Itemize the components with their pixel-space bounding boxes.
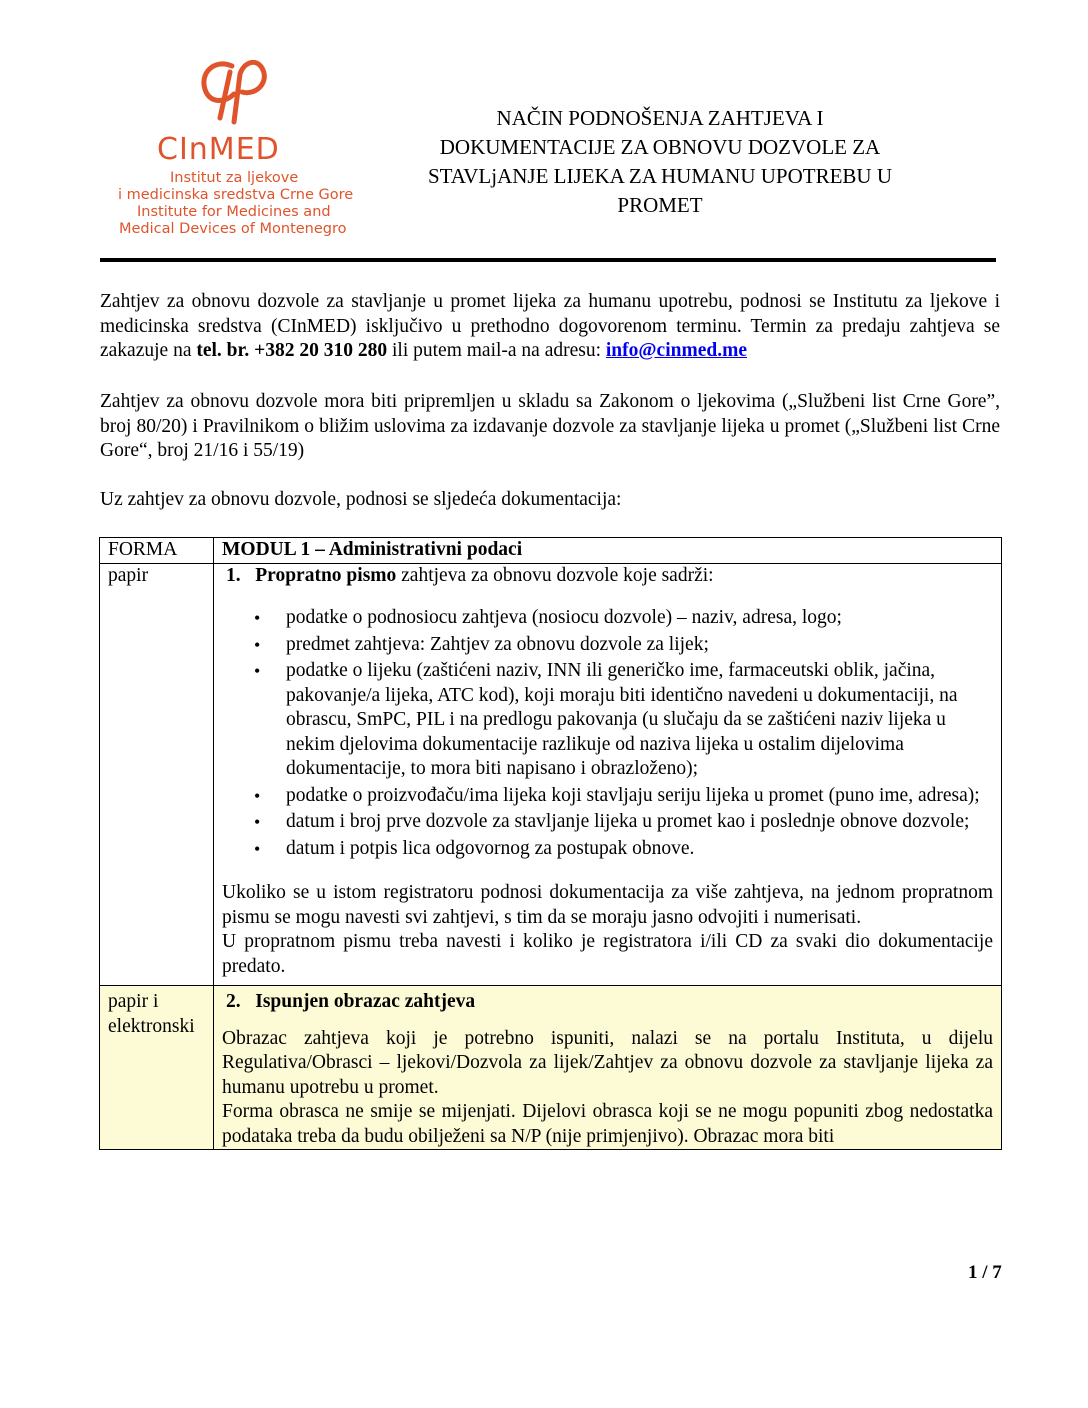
table-row bbox=[100, 563, 1002, 986]
row1-form: papir bbox=[100, 563, 214, 986]
table-header-row bbox=[100, 538, 1002, 564]
list-item: • podatke o proizvođaču/ima lijeka koji stavljaju seriju lijeka u promet (puno ime, adresa); bbox=[286, 784, 993, 809]
logo-line-2: i medicinska sredstva Crne Gore bbox=[118, 187, 354, 203]
intro-text-b: ili putem mail-a na adresu: bbox=[387, 340, 606, 361]
row1-title-rest: zahtjeva za obnovu dozvole koje sadrži: bbox=[396, 564, 714, 586]
institute-logo bbox=[112, 52, 362, 247]
row1-title-bold: Propratno pismo bbox=[255, 564, 397, 586]
row2-num: 2. bbox=[226, 991, 241, 1012]
row2-text-1: Obrazac zahtjeva koji je potrebno ispuniti, nalazi se na portalu Instituta, u dijelu Regulativa/Obrasci – ljekovi/Dozvola za lijek/Zahtjev za obnovu dozvole za stavljanje lijeka za humanu upotrebu u promet. bbox=[222, 1027, 993, 1098]
row2-title-text: Ispunjen obrazac zahtjeva bbox=[255, 991, 476, 1012]
title-line-1: NAČIN PODNOŠENJA ZAHTJEVA I bbox=[496, 106, 824, 130]
logo-line-1: Institut za ljekove bbox=[170, 170, 299, 186]
header-module-text: MODUL 1 – Administrativni podaci bbox=[222, 539, 523, 560]
list-item: • podatke o podnosiocu zahtjeva (nosiocu dozvole) – naziv, adresa, logo; bbox=[286, 606, 993, 631]
row2-content bbox=[214, 986, 1002, 1150]
intro-text-a: Zahtjev za obnovu dozvole za stavljanje u promet lijeka za humanu upotrebu, podnosi se Institutu za ljekove i medicinska sredstva (CInMED) isključivo u prethodno dogovorenom terminu. Termin za predaju zahtjeva se zakazuje na bbox=[100, 291, 1000, 361]
logo-line-3: Institute for Medicines and bbox=[137, 204, 331, 220]
logo-mark-icon bbox=[192, 52, 282, 132]
intro-paragraph-2: Zahtjev za obnovu dozvole mora biti pripremljen u skladu sa Zakonom o ljekovima („Službeni list Crne Gore”, broj 80/20) i Pravilnikom o bližim uslovima za izdavanje dozvole za stavljanje lijeka u promet („Službeni list Crne Gore“, broj 21/16 i 55/19) bbox=[100, 391, 1000, 461]
list-item: • predmet zahtjeva: Zahtjev za obnovu dozvole za lijek; bbox=[286, 633, 993, 658]
logo-line-4: Medical Devices of Montenegro bbox=[119, 221, 347, 237]
row1-bullet-list bbox=[222, 606, 993, 861]
row1-content bbox=[214, 563, 1002, 986]
row1-note-1: Ukoliko se u istom registratoru podnosi dokumentacija za više zahtjeva, na jednom propratnom pismu se mogu navesti svi zahtjevi, s tim da se moraju jasno odvojiti i numerisati. bbox=[222, 882, 993, 928]
header-form: FORMA bbox=[100, 538, 214, 564]
row1-note-2: U propratnom pismu treba navesti i koliko je registratora i/ili CD za svaki dio dokumentacije predato. bbox=[222, 931, 993, 977]
title-line-3: STAVLjANJE LIJEKA ZA HUMANU UPOTREBU U bbox=[427, 164, 893, 188]
row2-form: papir i elektronski bbox=[100, 986, 214, 1150]
list-item: • datum i broj prve dozvole za stavljanje lijeka u promet kao i poslednje obnove dozvole; bbox=[286, 810, 993, 835]
header-divider bbox=[100, 258, 996, 262]
logo-name: CInMED bbox=[157, 132, 280, 167]
row2-title bbox=[226, 990, 993, 1015]
title-line-2: DOKUMENTACIJE ZA OBNOVU DOZVOLE ZA bbox=[439, 135, 881, 159]
row2-text-2: Forma obrasca ne smije se mijenjati. Dijelovi obrasca koji se ne mogu popuniti zbog nedostatka podataka treba da budu obilježeni sa N/P (nije primjenjivo). Obrazac mora biti bbox=[222, 1101, 993, 1147]
title-line-4: PROMET bbox=[617, 193, 703, 217]
intro-paragraph-3: Uz zahtjev za obnovu dozvole, podnosi se sljedeća dokumentacija: bbox=[100, 489, 622, 510]
row1-num: 1. bbox=[226, 564, 241, 586]
row1-title bbox=[226, 564, 993, 589]
document-title bbox=[370, 104, 950, 220]
intro-paragraph-1 bbox=[100, 290, 1000, 364]
header-module bbox=[214, 538, 1002, 564]
email-link[interactable]: info@cinmed.me bbox=[605, 340, 747, 361]
page-number: 1 / 7 bbox=[968, 1262, 1002, 1283]
list-item: • datum i potpis lica odgovornog za postupak obnove. bbox=[286, 837, 993, 862]
intro-phone: tel. br. +382 20 310 280 bbox=[196, 340, 388, 361]
documentation-table bbox=[99, 537, 1002, 1150]
list-item: • podatke o lijeku (zaštićeni naziv, INN ili generičko ime, farmaceutski oblik, jačina, pakovanje/a lijeka, ATC kod), koji moraju biti identično navedeni u dokumentaciji, na obrascu, SmPC, PIL i na predlogu pakovanja (u slučaju da se zaštićeni naziv lijeka u nekim djelovima dokumentacije razlikuje od naziva lijeka u ostalim dijelovima dokumentacije, to mora biti napisano i obrazloženo); bbox=[286, 659, 993, 782]
table-row bbox=[100, 986, 1002, 1150]
